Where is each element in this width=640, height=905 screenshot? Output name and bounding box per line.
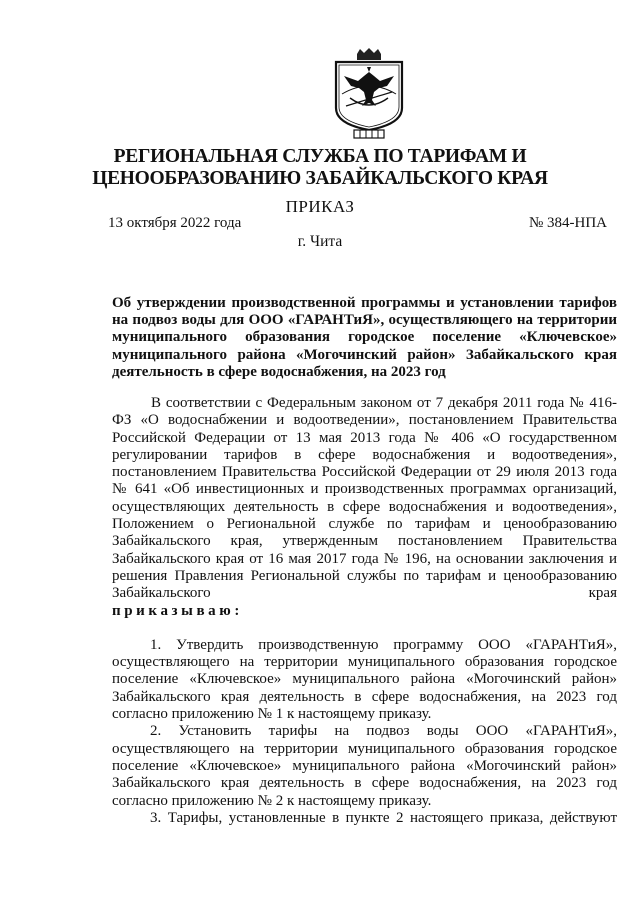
spacer	[112, 620, 617, 637]
order-item-1: 1. Утвердить производственную программу ООО «ГАРАНТиЯ», осуществляющего на территории муниципального образования городское поселение «Ключевское» муниципального района «Могочинский район» Забайкальского края деятельность в сфере водоснабжения, на 2023 год согласно приложению № 1 к настоящему приказу.	[112, 636, 617, 723]
document-number: № 384-НПА	[528, 215, 607, 231]
order-body	[112, 395, 617, 827]
order-word-text: приказываю:	[112, 602, 243, 619]
order-item-3: 3. Тарифы, установленные в пункте 2 настоящего приказа, действуют	[150, 809, 617, 826]
document-city: г. Чита	[297, 233, 343, 250]
order-item-2: 2. Установить тарифы на подвоз воды ООО «ГАРАНТиЯ», осуществляющего на территории муниципального образования городское поселение «Ключевское» муниципального района «Могочинский район» Забайкальского края деятельность в сфере водоснабжения, на 2023 год согласно приложению № 2 к настоящему приказу.	[112, 723, 617, 809]
document-type: ПРИКАЗ	[285, 197, 355, 216]
organization-name-line1: РЕГИОНАЛЬНАЯ СЛУЖБА ПО ТАРИФАМ И	[113, 146, 527, 167]
organization-name-line2: ЦЕНООБРАЗОВАНИЮ ЗАБАЙКАЛЬСКОГО КРАЯ	[92, 168, 548, 189]
zabaikalsky-krai-coat-of-arms-icon	[324, 48, 414, 140]
document-date: 13 октября 2022 года	[108, 215, 242, 231]
order-subject: Об утверждении производственной программы и установлении тарифов на подвоз воды для ООО «ГАРАНТиЯ», осуществляющего на территории муниципального образования городское поселение «Ключевское» муниципального района «Могочинский район» Забайкальского края деятельность в сфере водоснабжения, на 2023 год	[112, 295, 617, 380]
order-word	[112, 603, 617, 620]
preamble-paragraph: В соответствии с Федеральным законом от 7 декабря 2011 года № 416-ФЗ «О водоснабжении и водоотведении», постановлением Правительства Российской Федерации от 13 мая 2013 года № 406 «О государственном регулировании тарифов в сфере водоснабжения и водоотведения», постановлением Правительства Российской Федерации от 29 июля 2013 года № 641 «Об инвестиционных и производственных программах организаций, осуществляющих деятельность в сфере водоснабжения и водоотведения», Положением о Региональной службе по тарифам и ценообразованию Забайкальского края, утвержденным постановлением Правительства Забайкальского края от 16 мая 2017 года № 196, на основании заключения и решения Правления Региональной службы по тарифам и ценообразованию Забайкальского края	[112, 395, 617, 602]
